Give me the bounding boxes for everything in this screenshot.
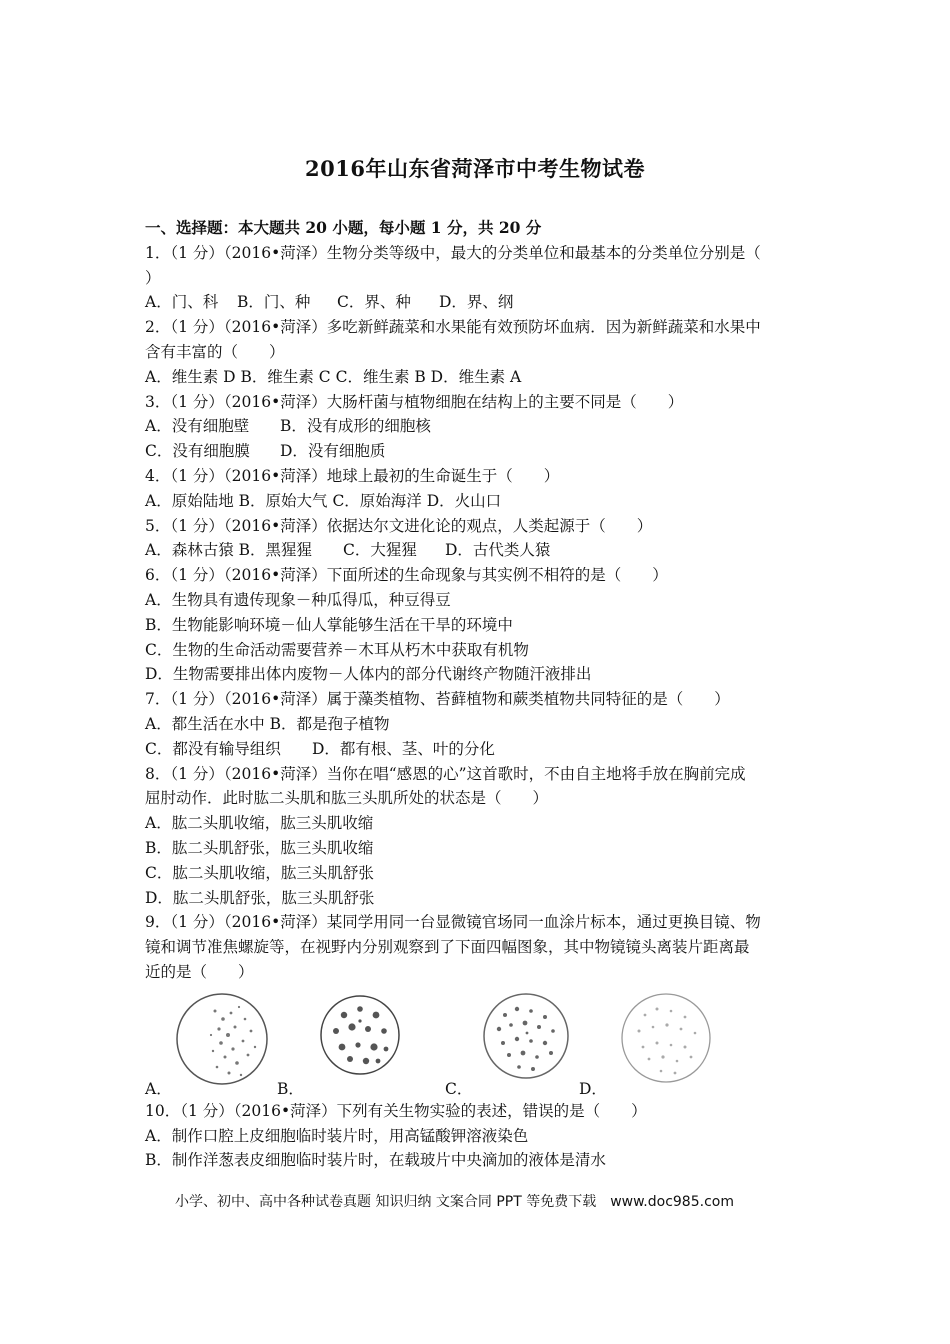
q3-options-cd xyxy=(145,439,825,464)
q3-option-a: A．没有细胞壁 xyxy=(145,417,250,436)
q3-stem: 3．（1 分）（2016•菏泽）大肠杆菌与植物细胞在结构上的主要不同是（ ） xyxy=(145,392,684,411)
q7-option-ab: A．都生活在水中 B．都是孢子植物 xyxy=(145,714,390,733)
q9-label-c: C． xyxy=(445,1079,473,1098)
q5-option-c: C．大猩猩 xyxy=(343,541,417,560)
q4-options: A．原始陆地 B．原始大气 C．原始海洋 D．火山口 xyxy=(145,491,502,510)
q6-stem: 6．（1 分）（2016•菏泽）下面所述的生命现象与其实例不相符的是（ ） xyxy=(145,566,668,585)
microscope-field-c-image xyxy=(481,991,571,1081)
q1-options xyxy=(145,290,825,315)
q3-option-b: B．没有成形的细胞核 xyxy=(280,417,431,436)
q5-option-d: D．古代类人猿 xyxy=(445,541,551,560)
q10-option-a: A．制作口腔上皮细胞临时装片时，用高锰酸钾溶液染色 xyxy=(145,1126,529,1145)
q6-option-c: C．生物的生命活动需要营养－木耳从朽木中获取有机物 xyxy=(145,640,529,659)
q9-label-b: B． xyxy=(277,1079,304,1098)
q5-option-ab: A．森林古猿 B．黑猩猩 xyxy=(145,541,313,560)
q4-stem: 4．（1 分）（2016•菏泽）地球上最初的生命诞生于（ ） xyxy=(145,466,560,485)
q8-option-b: B．肱二头肌舒张，肱三头肌收缩 xyxy=(145,838,374,857)
q9-label-d: D． xyxy=(579,1079,607,1098)
q5-options xyxy=(145,538,825,563)
section-heading: 一、选择题：本大题共 20 小题，每小题 1 分，共 20 分 xyxy=(145,218,542,237)
q1-stem-line1: 1．（1 分）（2016•菏泽）生物分类等级中，最大的分类单位和最基本的分类单位分别是（ xyxy=(145,243,761,262)
page-footer: 小学、初中、高中各种试卷真题 知识归纳 文案合同 PPT 等免费下载 www.doc985.com xyxy=(175,1194,734,1210)
q8-stem-line1: 8．（1 分）（2016•菏泽）当你在唱“感恩的心”这首歌时，不由自主地将手放在胸前完成 xyxy=(145,764,746,783)
q3-option-d: D．没有细胞质 xyxy=(280,442,386,461)
q6-option-b: B．生物能影响环境－仙人掌能够生活在干旱的环境中 xyxy=(145,615,513,634)
q8-option-c: C．肱二头肌收缩，肱三头肌舒张 xyxy=(145,863,374,882)
q9-label-a: A． xyxy=(145,1079,172,1098)
q10-option-b: B．制作洋葱表皮细胞临时装片时，在载玻片中央滴加的液体是清水 xyxy=(145,1151,606,1170)
q9-stem-line1: 9．（1 分）（2016•菏泽）某同学用同一台显微镜官场同一血涂片标本，通过更换目镜、物 xyxy=(145,913,761,932)
q7-stem: 7．（1 分）（2016•菏泽）属于藻类植物、苔藓植物和蕨类植物共同特征的是（ ） xyxy=(145,690,730,709)
q8-option-d: D．肱二头肌舒张，肱三头肌舒张 xyxy=(145,888,375,907)
q1-option-c: C．界、种 xyxy=(337,293,411,312)
q6-option-d: D．生物需要排出体内废物－人体内的部分代谢终产物随汗液排出 xyxy=(145,665,592,684)
page-title: 2016年山东省菏泽市中考生物试卷 xyxy=(305,156,645,181)
q3-options-ab xyxy=(145,414,825,439)
q1-option-d: D．界、纲 xyxy=(439,293,514,312)
q9-figures xyxy=(145,989,825,1099)
q1-stem-line2: ） xyxy=(145,268,161,287)
microscope-field-d-image xyxy=(619,991,713,1085)
q2-stem-line1: 2．（1 分）（2016•菏泽）多吃新鲜蔬菜和水果能有效预防坏血病．因为新鲜蔬菜和水果中 xyxy=(145,318,761,337)
q9-stem-line2: 镜和调节准焦螺旋等，在视野内分别观察到了下面四幅图象，其中物镜镜头离装片距离最 xyxy=(145,938,750,957)
q8-stem-line2: 屈肘动作．此时肱二头肌和肱三头肌所处的状态是（ ） xyxy=(145,789,549,808)
microscope-field-b-image xyxy=(318,993,402,1077)
microscope-field-a-image xyxy=(173,991,271,1087)
q7-options-cd xyxy=(145,737,825,762)
q2-stem-line2: 含有丰富的（ ） xyxy=(145,342,285,361)
q7-option-c: C．都没有输导组织 xyxy=(145,739,281,758)
q2-options: A．维生素 D B．维生素 C C．维生素 B D．维生素 A xyxy=(145,367,522,386)
question-list xyxy=(145,216,825,1173)
q6-option-a: A．生物具有遗传现象－种瓜得瓜，种豆得豆 xyxy=(145,590,451,609)
q7-option-d: D．都有根、茎、叶的分化 xyxy=(312,739,495,758)
q3-option-c: C．没有细胞膜 xyxy=(145,442,250,461)
q8-option-a: A．肱二头肌收缩，肱三头肌收缩 xyxy=(145,814,374,833)
q1-option-b: B．门、种 xyxy=(237,293,311,312)
q1-option-a: A．门、科 xyxy=(145,293,219,312)
q10-stem: 10．（1 分）（2016•菏泽）下列有关生物实验的表述，错误的是（ ） xyxy=(145,1101,647,1120)
q9-stem-line3: 近的是（ ） xyxy=(145,962,254,981)
q5-stem: 5．（1 分）（2016•菏泽）依据达尔文进化论的观点，人类起源于（ ） xyxy=(145,516,653,535)
